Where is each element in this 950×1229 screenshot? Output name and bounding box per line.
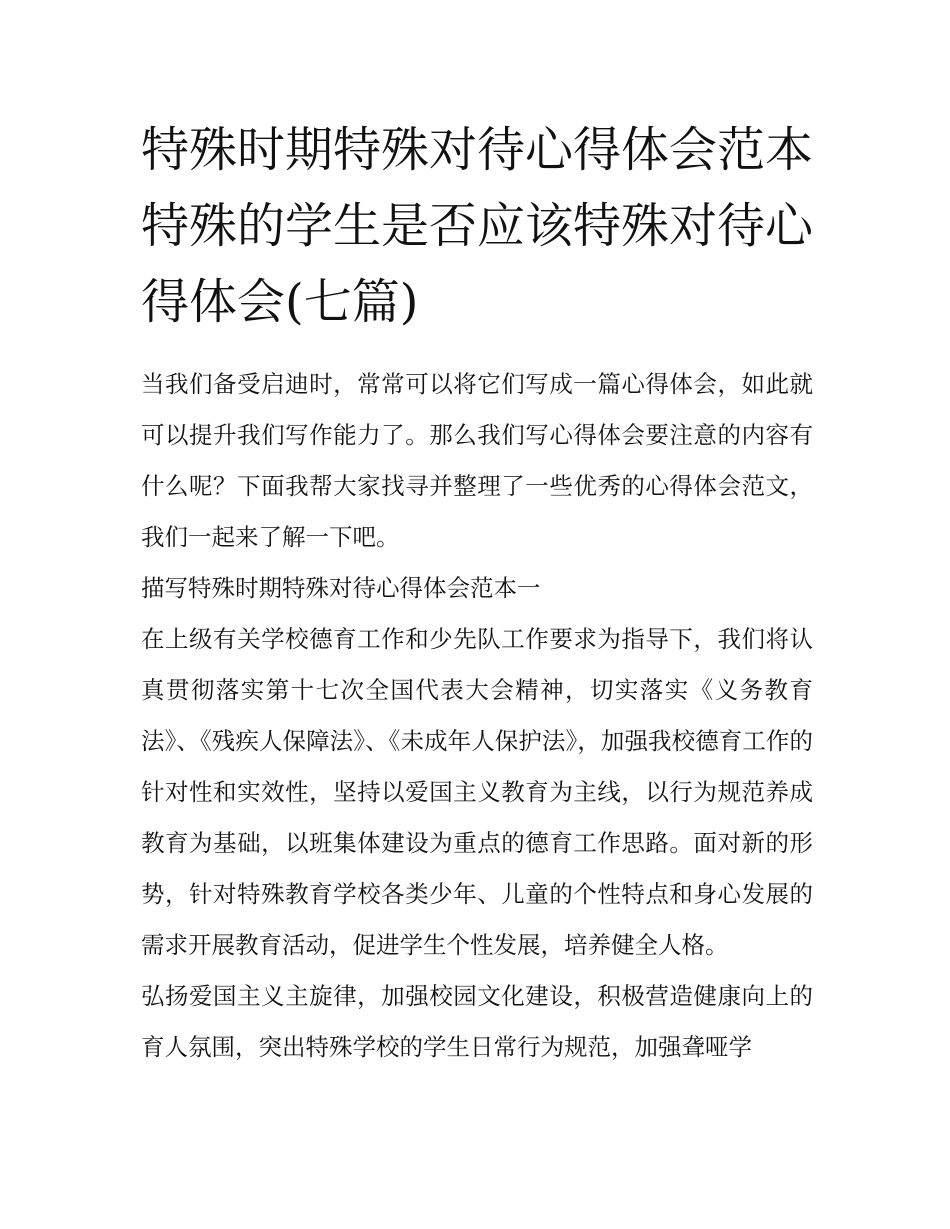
section-heading: 描写特殊时期特殊对待心得体会范本一 <box>141 574 541 602</box>
document-content <box>141 112 813 1073</box>
intro-paragraph: 当我们备受启迪时，常常可以将它们写成一篇心得体会，如此就可以提升我们写作能力了。那么我们写心得体会要注意的内容有什么呢？下面我帮大家找寻并整理了一些优秀的心得体会范文，我们一起来了解一下吧。 <box>141 370 813 551</box>
body-paragraph: 弘扬爱国主义主旋律，加强校园文化建设，积极营造健康向上的育人氛围，突出特殊学校的学生日常行为规范，加强聋哑学 <box>141 982 813 1061</box>
document-body <box>141 359 813 1073</box>
body-paragraph: 在上级有关学校德育工作和少先队工作要求为指导下，我们将认真贯彻落实第十七次全国代表大会精神，切实落实《义务教育法》、《残疾人保障法》、《未成年人保护法》，加强我校德育工作的针对性和实效性，坚持以爱国主义教育为主线，以行为规范养成教育为基础，以班集体建设为重点的德育工作思路。面对新的形势，针对特殊教育学校各类少年、儿童的个性特点和身心发展的需求开展教育活动，促进学生个性发展，培养健全人格。 <box>141 625 813 959</box>
document-title: 特殊时期特殊对待心得体会范本 特殊的学生是否应该特殊对待心得体会(七篇) <box>141 122 814 330</box>
